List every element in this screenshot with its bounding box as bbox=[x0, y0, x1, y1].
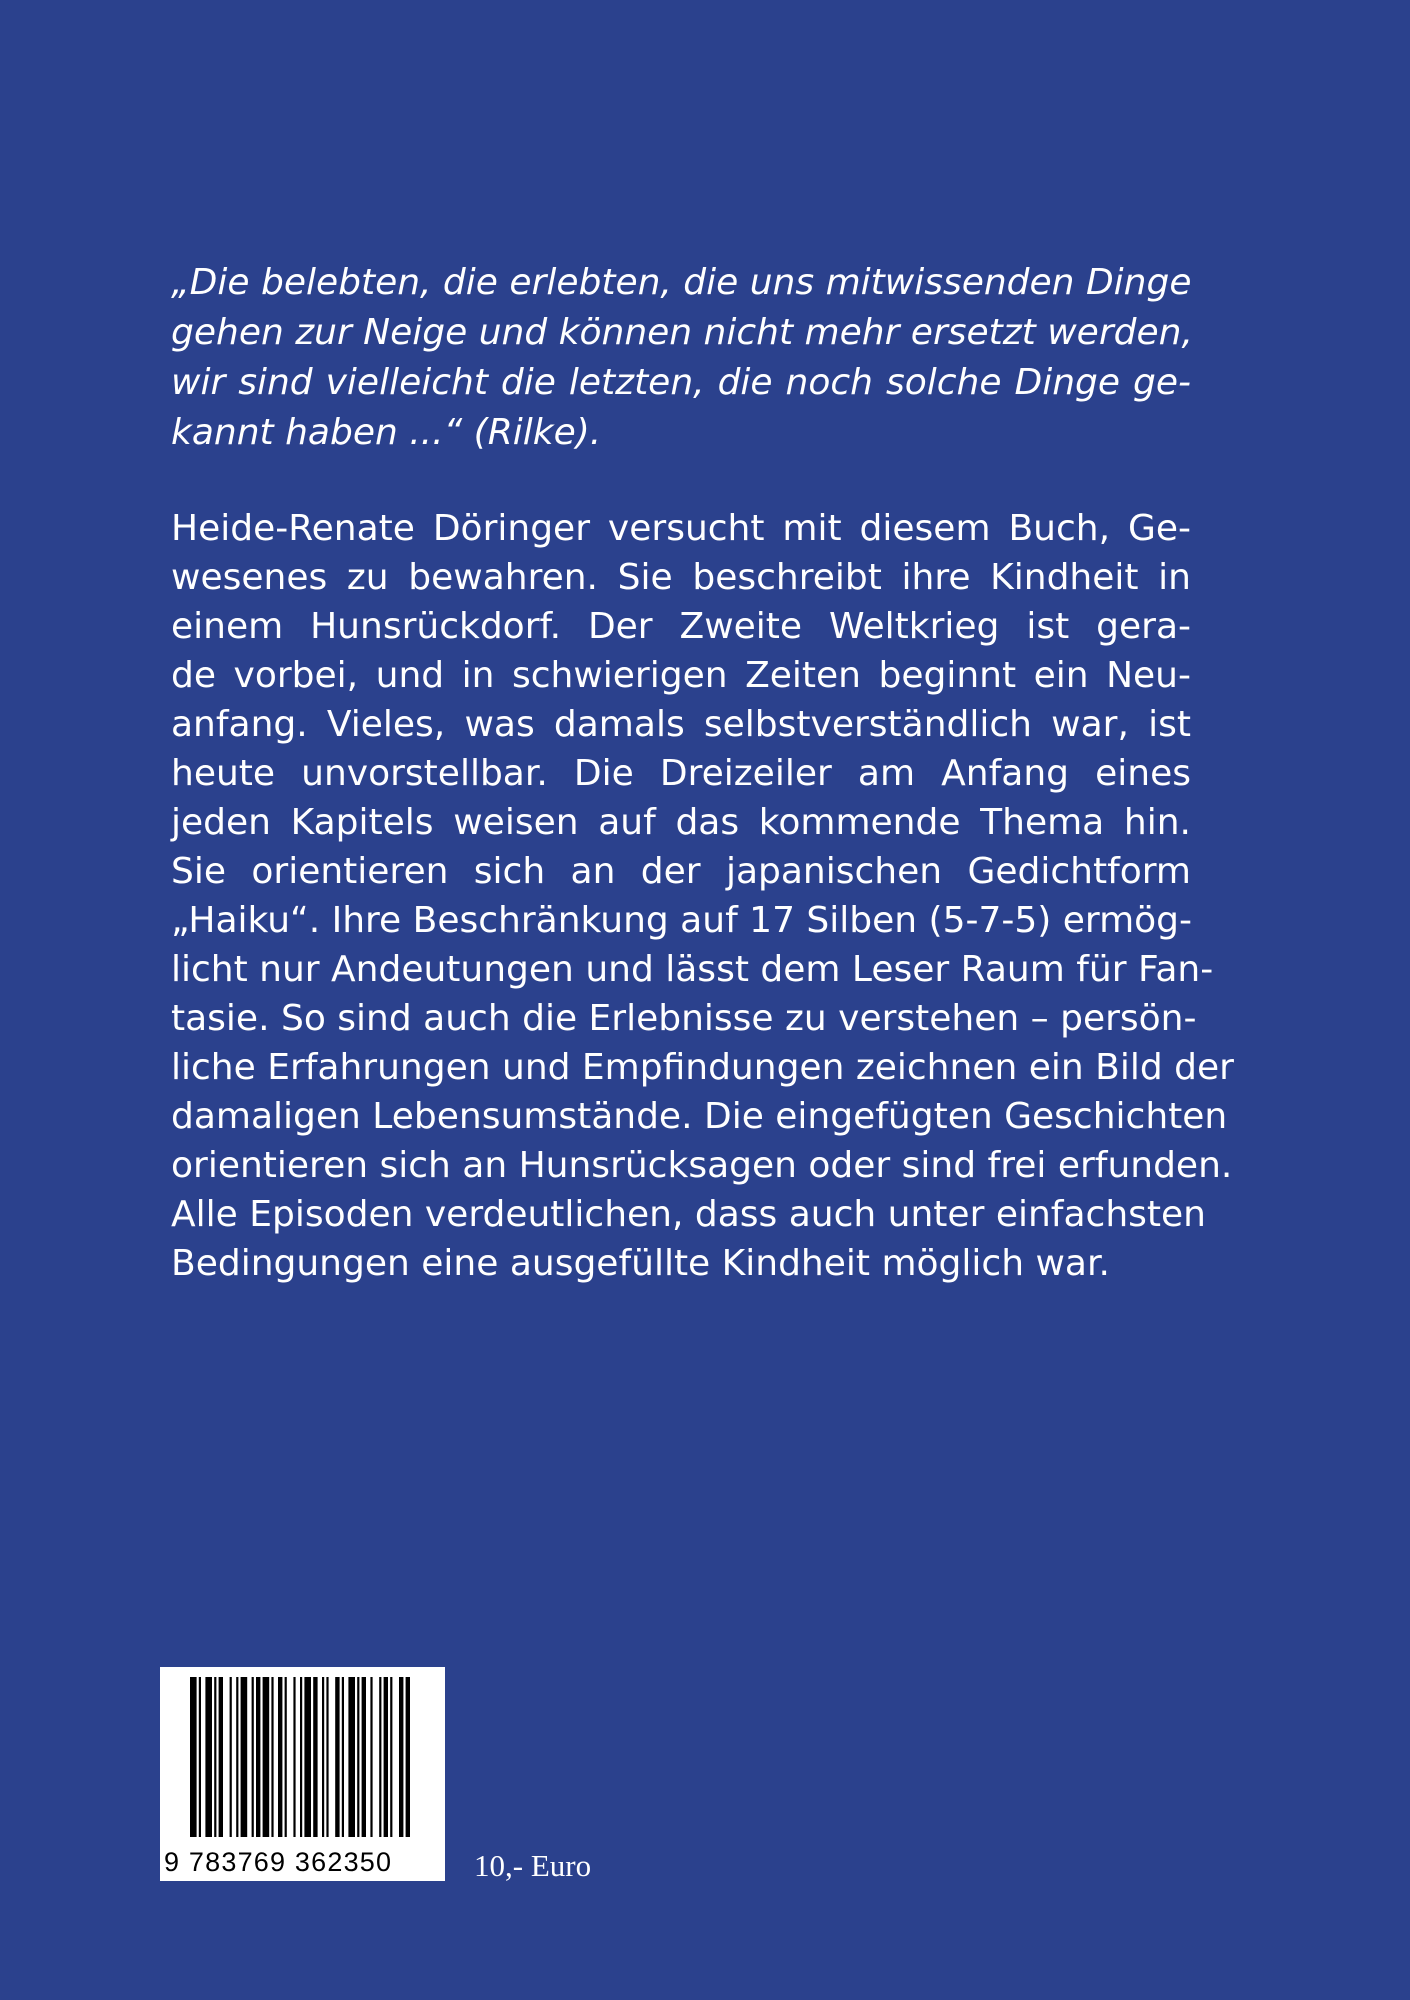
price-label: 10,- Euro bbox=[474, 1848, 592, 1883]
quote-line: gehen zur Neige und können nicht mehr ersetzt werden, bbox=[171, 312, 1193, 353]
barcode-bar bbox=[406, 1677, 410, 1837]
barcode-bar bbox=[362, 1677, 366, 1837]
barcode-bar bbox=[384, 1677, 388, 1837]
barcode-bar bbox=[190, 1677, 197, 1837]
quote-line: „Die belebten, die erlebten, die uns mitwissenden Dinge bbox=[171, 262, 1192, 303]
description-line: licht nur Andeutungen und lässt dem Leser Raum für Fan- bbox=[171, 949, 1214, 990]
barcode-bar bbox=[300, 1677, 302, 1837]
barcode-bar bbox=[390, 1677, 392, 1837]
barcode-bar bbox=[252, 1677, 254, 1837]
description-line: Sie orientieren sich an der japanischen Gedichtform bbox=[171, 851, 1191, 892]
quote-line: kannt haben ...“ (Rilke). bbox=[171, 412, 602, 453]
barcode-bar bbox=[219, 1677, 223, 1837]
barcode-bar bbox=[230, 1677, 232, 1837]
description-line: damaligen Lebensumstände. Die eingefügten Geschichten bbox=[171, 1096, 1228, 1137]
barcode-bar bbox=[342, 1677, 344, 1837]
description-line: orientieren sich an Hunsrücksagen oder sind frei erfunden. bbox=[171, 1145, 1233, 1186]
rilke-quote bbox=[171, 258, 1191, 458]
barcode-bar bbox=[214, 1677, 216, 1837]
barcode-bars bbox=[190, 1677, 418, 1837]
description-line: tasie. So sind auch die Erlebnisse zu verstehen – persön- bbox=[171, 998, 1197, 1039]
barcode-bar bbox=[263, 1677, 270, 1837]
description-line: Heide-Renate Döringer versucht mit diesem Buch, Ge- bbox=[171, 508, 1191, 549]
barcode-bar bbox=[370, 1677, 372, 1837]
barcode-bar bbox=[379, 1677, 381, 1837]
barcode-bar bbox=[335, 1677, 339, 1837]
description-line: heute unvorstellbar. Die Dreizeiler am Anfang eines bbox=[171, 753, 1191, 794]
barcode-digits: 9 783769 362350 bbox=[164, 1847, 393, 1877]
barcode-bar bbox=[313, 1677, 317, 1837]
description-line: jeden Kapitels weisen auf das kommende Thema hin. bbox=[171, 802, 1191, 843]
barcode-bar bbox=[357, 1677, 359, 1837]
description-line: Bedingungen eine ausgefüllte Kindheit möglich war. bbox=[171, 1243, 1110, 1284]
barcode-bar bbox=[348, 1677, 355, 1837]
barcode-bar bbox=[256, 1677, 260, 1837]
description-line: einem Hunsrückdorf. Der Zweite Weltkrieg ist gera- bbox=[171, 606, 1191, 647]
description-line: „Haiku“. Ihre Beschränkung auf 17 Silben (5-7-5) ermög- bbox=[171, 900, 1193, 941]
description-line: liche Erfahrungen und Empfindungen zeichnen ein Bild der bbox=[171, 1047, 1234, 1088]
barcode-bar bbox=[326, 1677, 328, 1837]
book-description bbox=[171, 504, 1234, 1288]
barcode-bar bbox=[271, 1677, 273, 1837]
barcode-bar bbox=[293, 1677, 295, 1837]
description-line: wesenes zu bewahren. Sie beschreibt ihre Kindheit in bbox=[171, 557, 1191, 598]
description-line: de vorbei, und in schwierigen Zeiten beginnt ein Neu- bbox=[171, 655, 1191, 696]
description-line: Alle Episoden verdeutlichen, dass auch unter einfachsten bbox=[171, 1194, 1206, 1235]
description-line: anfang. Vieles, was damals selbstverständlich war, ist bbox=[171, 704, 1191, 745]
barcode-bar bbox=[241, 1677, 248, 1837]
barcode-bar bbox=[205, 1677, 212, 1837]
barcode-bar bbox=[278, 1677, 282, 1837]
barcode-bar bbox=[399, 1677, 403, 1837]
isbn-barcode bbox=[160, 1667, 445, 1881]
barcode-bar bbox=[236, 1677, 238, 1837]
quote-line: wir sind vielleicht die letzten, die noch solche Dinge ge- bbox=[171, 362, 1191, 403]
barcode-bar bbox=[304, 1677, 311, 1837]
barcode-bar bbox=[199, 1677, 201, 1837]
barcode-bar bbox=[322, 1677, 324, 1837]
barcode-bar bbox=[285, 1677, 287, 1837]
